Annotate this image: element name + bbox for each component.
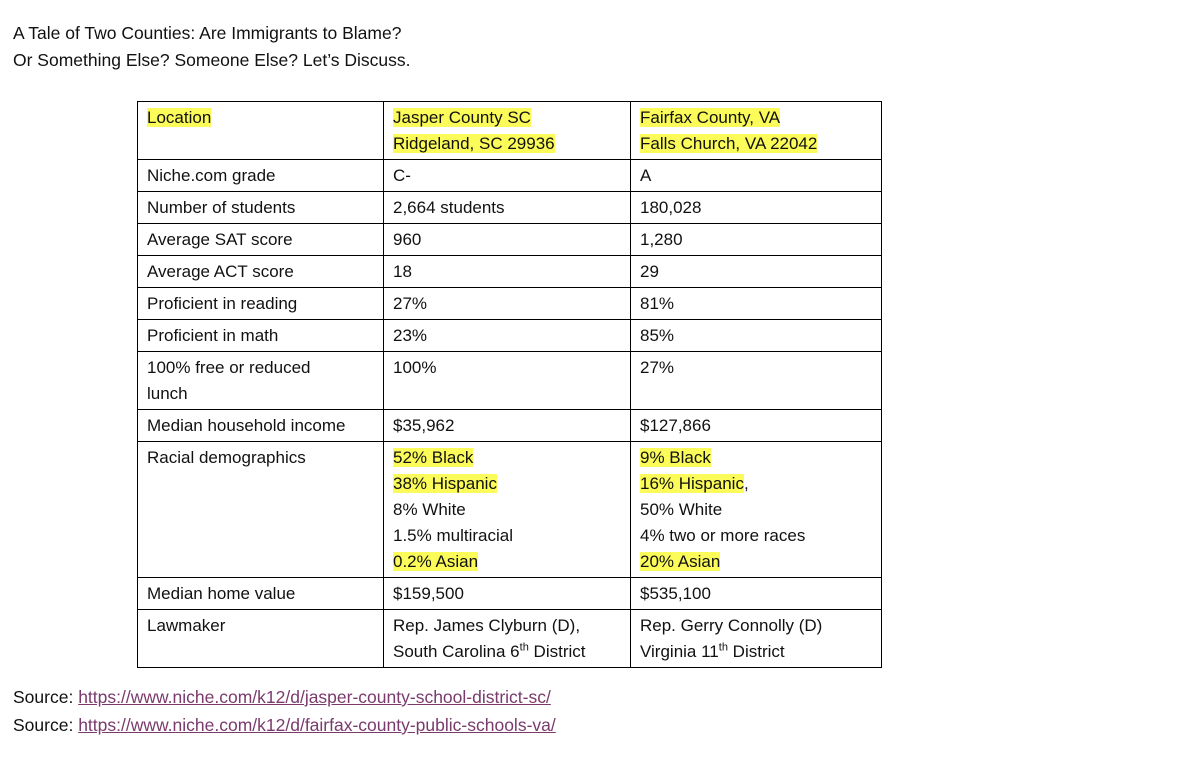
fairfax-value: 27% [631, 352, 882, 410]
jasper-lawmaker-name: Rep. James Clyburn (D), [393, 616, 581, 635]
table-row [138, 410, 882, 442]
source-link-jasper[interactable]: https://www.niche.com/k12/d/jasper-county-school-district-sc/ [78, 687, 551, 707]
jasper-lawmaker [384, 610, 631, 668]
demographics-row [138, 442, 882, 578]
jasper-lawmaker-district: South Carolina 6th District [393, 641, 586, 661]
header-location-label: Location [147, 108, 212, 127]
row-label [138, 352, 384, 410]
fairfax-demographics [631, 442, 882, 578]
table-row [138, 288, 882, 320]
row-label: Proficient in reading [138, 288, 384, 320]
fairfax-value: A [631, 160, 882, 192]
row-label: Average SAT score [138, 224, 384, 256]
jasper-demographics [384, 442, 631, 578]
header-jasper-cell [384, 102, 631, 160]
fairfax-value: 85% [631, 320, 882, 352]
fairfax-hispanic-comma: , [743, 474, 749, 493]
jasper-asian: 0.2% Asian [393, 552, 479, 571]
fairfax-lawmaker-name: Rep. Gerry Connolly (D) [640, 616, 823, 635]
row-label: Niche.com grade [138, 160, 384, 192]
jasper-value: 2,664 students [384, 192, 631, 224]
jasper-value: $35,962 [384, 410, 631, 442]
header-location-cell [138, 102, 384, 160]
row-label: Median home value [138, 578, 384, 610]
fairfax-hispanic: 16% Hispanic [640, 474, 744, 493]
jasper-name: Jasper County SC [393, 108, 531, 127]
fairfax-lawmaker [631, 610, 882, 668]
header-fairfax-cell [631, 102, 882, 160]
jasper-value: 23% [384, 320, 631, 352]
fairfax-value: $535,100 [631, 578, 882, 610]
jasper-hispanic: 38% Hispanic [393, 474, 497, 493]
jasper-value: $159,500 [384, 578, 631, 610]
fairfax-black: 9% Black [640, 448, 711, 467]
source-link-fairfax[interactable]: https://www.niche.com/k12/d/fairfax-county-public-schools-va/ [78, 715, 556, 735]
title-line-2: Or Something Else? Someone Else? Let’s Discuss. [13, 50, 411, 70]
fairfax-value: 1,280 [631, 224, 882, 256]
title-line-1: A Tale of Two Counties: Are Immigrants to Blame? [13, 23, 402, 43]
row-label-line-2: lunch [147, 384, 188, 403]
fairfax-address: Falls Church, VA 22042 [640, 134, 818, 153]
fairfax-value: 81% [631, 288, 882, 320]
fairfax-value: $127,866 [631, 410, 882, 442]
fairfax-asian: 20% Asian [640, 552, 721, 571]
row-label: Racial demographics [138, 442, 384, 578]
row-label: Number of students [138, 192, 384, 224]
jasper-value: C- [384, 160, 631, 192]
row-label: Lawmaker [138, 610, 384, 668]
fairfax-lawmaker-district: Virginia 11th District [640, 641, 785, 661]
table-row [138, 578, 882, 610]
source-line [13, 683, 556, 711]
row-label-line-1: 100% free or reduced [147, 358, 311, 377]
jasper-value: 18 [384, 256, 631, 288]
table-row [138, 160, 882, 192]
document-title [13, 20, 411, 74]
comparison-table [137, 101, 882, 668]
sources [13, 683, 556, 739]
source-line [13, 711, 556, 739]
fairfax-value: 29 [631, 256, 882, 288]
row-label: Median household income [138, 410, 384, 442]
fairfax-value: 180,028 [631, 192, 882, 224]
fairfax-name: Fairfax County, VA [640, 108, 781, 127]
table-row [138, 224, 882, 256]
jasper-address: Ridgeland, SC 29936 [393, 134, 555, 153]
table-row [138, 320, 882, 352]
jasper-multiracial: 1.5% multiracial [393, 526, 513, 545]
table-row [138, 352, 882, 410]
source-prefix: Source: [13, 715, 79, 735]
row-label: Proficient in math [138, 320, 384, 352]
jasper-value: 100% [384, 352, 631, 410]
fairfax-white: 50% White [640, 500, 723, 519]
table-header-row [138, 102, 882, 160]
table-row [138, 192, 882, 224]
table-row [138, 256, 882, 288]
fairfax-multiracial: 4% two or more races [640, 526, 806, 545]
jasper-white: 8% White [393, 500, 466, 519]
jasper-value: 27% [384, 288, 631, 320]
row-label: Average ACT score [138, 256, 384, 288]
source-prefix: Source: [13, 687, 79, 707]
jasper-value: 960 [384, 224, 631, 256]
lawmaker-row [138, 610, 882, 668]
jasper-black: 52% Black [393, 448, 474, 467]
